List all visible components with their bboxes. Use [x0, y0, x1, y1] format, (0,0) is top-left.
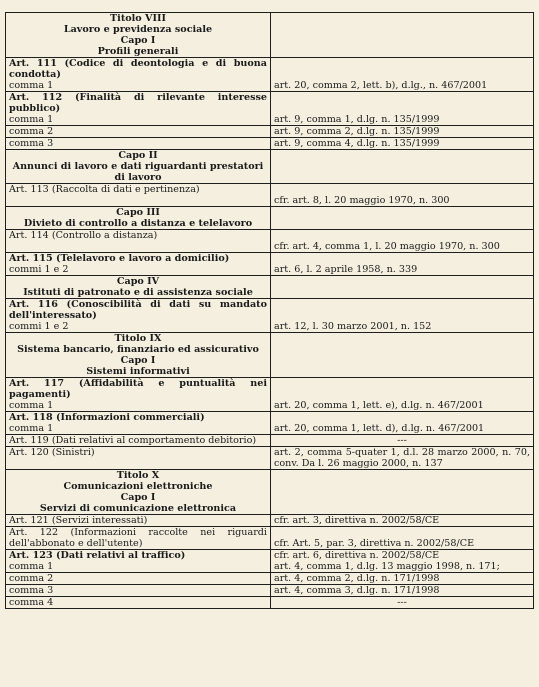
- reference-cell: art. 9, comma 4, d.lg. n. 135/1999: [271, 138, 534, 150]
- comma-label: comma 1: [9, 561, 54, 572]
- article-cell: [6, 527, 271, 550]
- article-cell: [6, 573, 271, 585]
- article-cell: [6, 447, 271, 470]
- table-row: [6, 573, 534, 585]
- article-cell: [6, 299, 271, 333]
- heading-line: Titolo IX: [114, 333, 162, 344]
- section-heading-cell: [6, 333, 271, 378]
- article-title: Art. 121 (Servizi interessati): [9, 515, 148, 526]
- heading-line: Capo II: [118, 150, 158, 161]
- table-row: [6, 378, 534, 412]
- reference-cell: art. 9, comma 2, d.lg. n. 135/1999: [271, 126, 534, 138]
- article-cell: [6, 412, 271, 435]
- reference-cell: [271, 470, 534, 515]
- comma-label: comma 3: [9, 138, 54, 149]
- heading-line: Comunicazioni elettroniche: [63, 481, 213, 492]
- comma-label: comma 2: [9, 573, 54, 584]
- table-row: [6, 550, 534, 573]
- heading-line: Istituti di patronato e di assistenza sociale: [23, 287, 253, 298]
- table-row: [6, 253, 534, 276]
- section-heading-cell: [6, 207, 271, 230]
- table-row: [6, 412, 534, 435]
- article-cell: [6, 92, 271, 126]
- heading-line: Capo IV: [116, 276, 160, 287]
- heading-line: Profili generali: [97, 46, 179, 57]
- comma-label: comma 2: [9, 126, 54, 137]
- article-cell: [6, 515, 271, 527]
- comma-label: commi 1 e 2: [9, 321, 69, 332]
- heading-line: Titolo VIII: [110, 13, 166, 24]
- heading-line: Capo I: [120, 35, 156, 46]
- table-row: [6, 58, 534, 92]
- table-row: [6, 138, 534, 150]
- article-title: Art. 123 (Dati relativi al traffico): [9, 550, 186, 561]
- reference-cell: [271, 333, 534, 378]
- section-header-row: [6, 276, 534, 299]
- heading-line: Capo I: [120, 492, 156, 503]
- heading-line: Capo III: [116, 207, 160, 218]
- reference-cell: cfr. art. 4, comma 1, l. 20 maggio 1970, n. 300: [271, 230, 534, 253]
- article-title: Art. 116 (Conoscibilità di dati su mandato dell'interessato): [9, 299, 267, 321]
- article-cell: [6, 550, 271, 573]
- article-cell: [6, 597, 271, 609]
- article-title: Art. 120 (Sinistri): [9, 447, 95, 458]
- heading-line: Sistema bancario, finanziario ed assicurativo: [17, 344, 259, 355]
- table-body: [6, 13, 534, 609]
- reference-cell: [271, 276, 534, 299]
- heading-line: Sistemi informativi: [86, 366, 190, 377]
- section-header-row: [6, 13, 534, 58]
- reference-cell: cfr. art. 8, l. 20 maggio 1970, n. 300: [271, 184, 534, 207]
- reference-cell: [271, 13, 534, 58]
- section-header-row: [6, 333, 534, 378]
- article-cell: [6, 253, 271, 276]
- article-cell: [6, 585, 271, 597]
- table-row: [6, 230, 534, 253]
- article-title: Art. 117 (Affidabilità e puntualità nei pagamenti): [9, 378, 267, 400]
- reference-cell: ---: [271, 597, 534, 609]
- article-cell: [6, 378, 271, 412]
- reference-cell: cfr. art. 3, direttiva n. 2002/58/CE: [271, 515, 534, 527]
- reference-cell: art. 4, comma 2, d.lg. n. 171/1998: [271, 573, 534, 585]
- table-row: [6, 527, 534, 550]
- comma-label: comma 1: [9, 423, 54, 434]
- heading-line: Annunci di lavoro e dati riguardanti prestatori di lavoro: [12, 161, 264, 183]
- comma-label: comma 4: [9, 597, 54, 608]
- section-heading-cell: [6, 13, 271, 58]
- article-title: Art. 119 (Dati relativi al comportamento debitorio): [9, 435, 257, 446]
- reference-cell: art. 6, l. 2 aprile 1958, n. 339: [271, 253, 534, 276]
- section-header-row: [6, 470, 534, 515]
- article-title: Art. 112 (Finalità di rilevante interesse pubblico): [9, 92, 267, 114]
- reference-cell: art. 2, comma 5-quater 1, d.l. 28 marzo 2000, n. 70, conv. Da l. 26 maggio 2000, n. 137: [271, 447, 534, 470]
- comma-label: commi 1 e 2: [9, 264, 69, 275]
- reference-cell: cfr. art. 6, direttiva n. 2002/58/CE art. 4, comma 1, d.lg. 13 maggio 1998, n. 171;: [271, 550, 534, 573]
- section-heading-cell: [6, 470, 271, 515]
- reference-cell: art. 20, comma 1, lett. e), d.lg. n. 467/2001: [271, 378, 534, 412]
- article-title: Art. 114 (Controllo a distanza): [9, 230, 158, 241]
- comma-label: comma 1: [9, 114, 54, 125]
- comma-label: comma 1: [9, 80, 54, 91]
- section-heading-cell: [6, 276, 271, 299]
- article-title: Art. 111 (Codice di deontologia e di buona condotta): [9, 58, 267, 80]
- article-cell: [6, 58, 271, 92]
- reference-cell: [271, 150, 534, 184]
- heading-line: Servizi di comunicazione elettronica: [39, 503, 237, 514]
- heading-line: Capo I: [120, 355, 156, 366]
- heading-line: Titolo X: [116, 470, 160, 481]
- article-title: Art. 122 (Informazioni raccolte nei riguardi dell'abbonato e dell'utente): [9, 527, 267, 549]
- table-row: [6, 597, 534, 609]
- table-row: [6, 585, 534, 597]
- table-row: [6, 435, 534, 447]
- reference-cell: art. 20, comma 2, lett. b), d.lg., n. 467/2001: [271, 58, 534, 92]
- comma-label: comma 3: [9, 585, 54, 596]
- reference-cell: art. 4, comma 3, d.lg. n. 171/1998: [271, 585, 534, 597]
- reference-cell: art. 9, comma 1, d.lg. n. 135/1999: [271, 92, 534, 126]
- table-row: [6, 515, 534, 527]
- heading-line: Divieto di controllo a distanza e telelavoro: [23, 218, 253, 229]
- article-title: Art. 113 (Raccolta di dati e pertinenza): [9, 184, 200, 195]
- table-row: [6, 126, 534, 138]
- section-header-row: [6, 150, 534, 184]
- table-row: [6, 299, 534, 333]
- table-row: [6, 184, 534, 207]
- article-title: Art. 118 (Informazioni commerciali): [9, 412, 205, 423]
- reference-cell: [271, 207, 534, 230]
- reference-cell: art. 12, l. 30 marzo 2001, n. 152: [271, 299, 534, 333]
- table-row: [6, 447, 534, 470]
- reference-cell: ---: [271, 435, 534, 447]
- reference-cell: art. 20, comma 1, lett. d), d.lg. n. 467/2001: [271, 412, 534, 435]
- comma-label: comma 1: [9, 400, 54, 411]
- heading-line: Lavoro e previdenza sociale: [63, 24, 213, 35]
- article-title: Art. 115 (Telelavoro e lavoro a domicilio): [9, 253, 230, 264]
- article-cell: [6, 138, 271, 150]
- section-header-row: [6, 207, 534, 230]
- table-row: [6, 92, 534, 126]
- article-cell: [6, 126, 271, 138]
- section-heading-cell: [6, 150, 271, 184]
- article-cell: [6, 184, 271, 207]
- article-cell: [6, 435, 271, 447]
- legislation-correspondence-table: [5, 12, 534, 609]
- article-cell: [6, 230, 271, 253]
- reference-cell: cfr. Art. 5, par. 3, direttiva n. 2002/58/CE: [271, 527, 534, 550]
